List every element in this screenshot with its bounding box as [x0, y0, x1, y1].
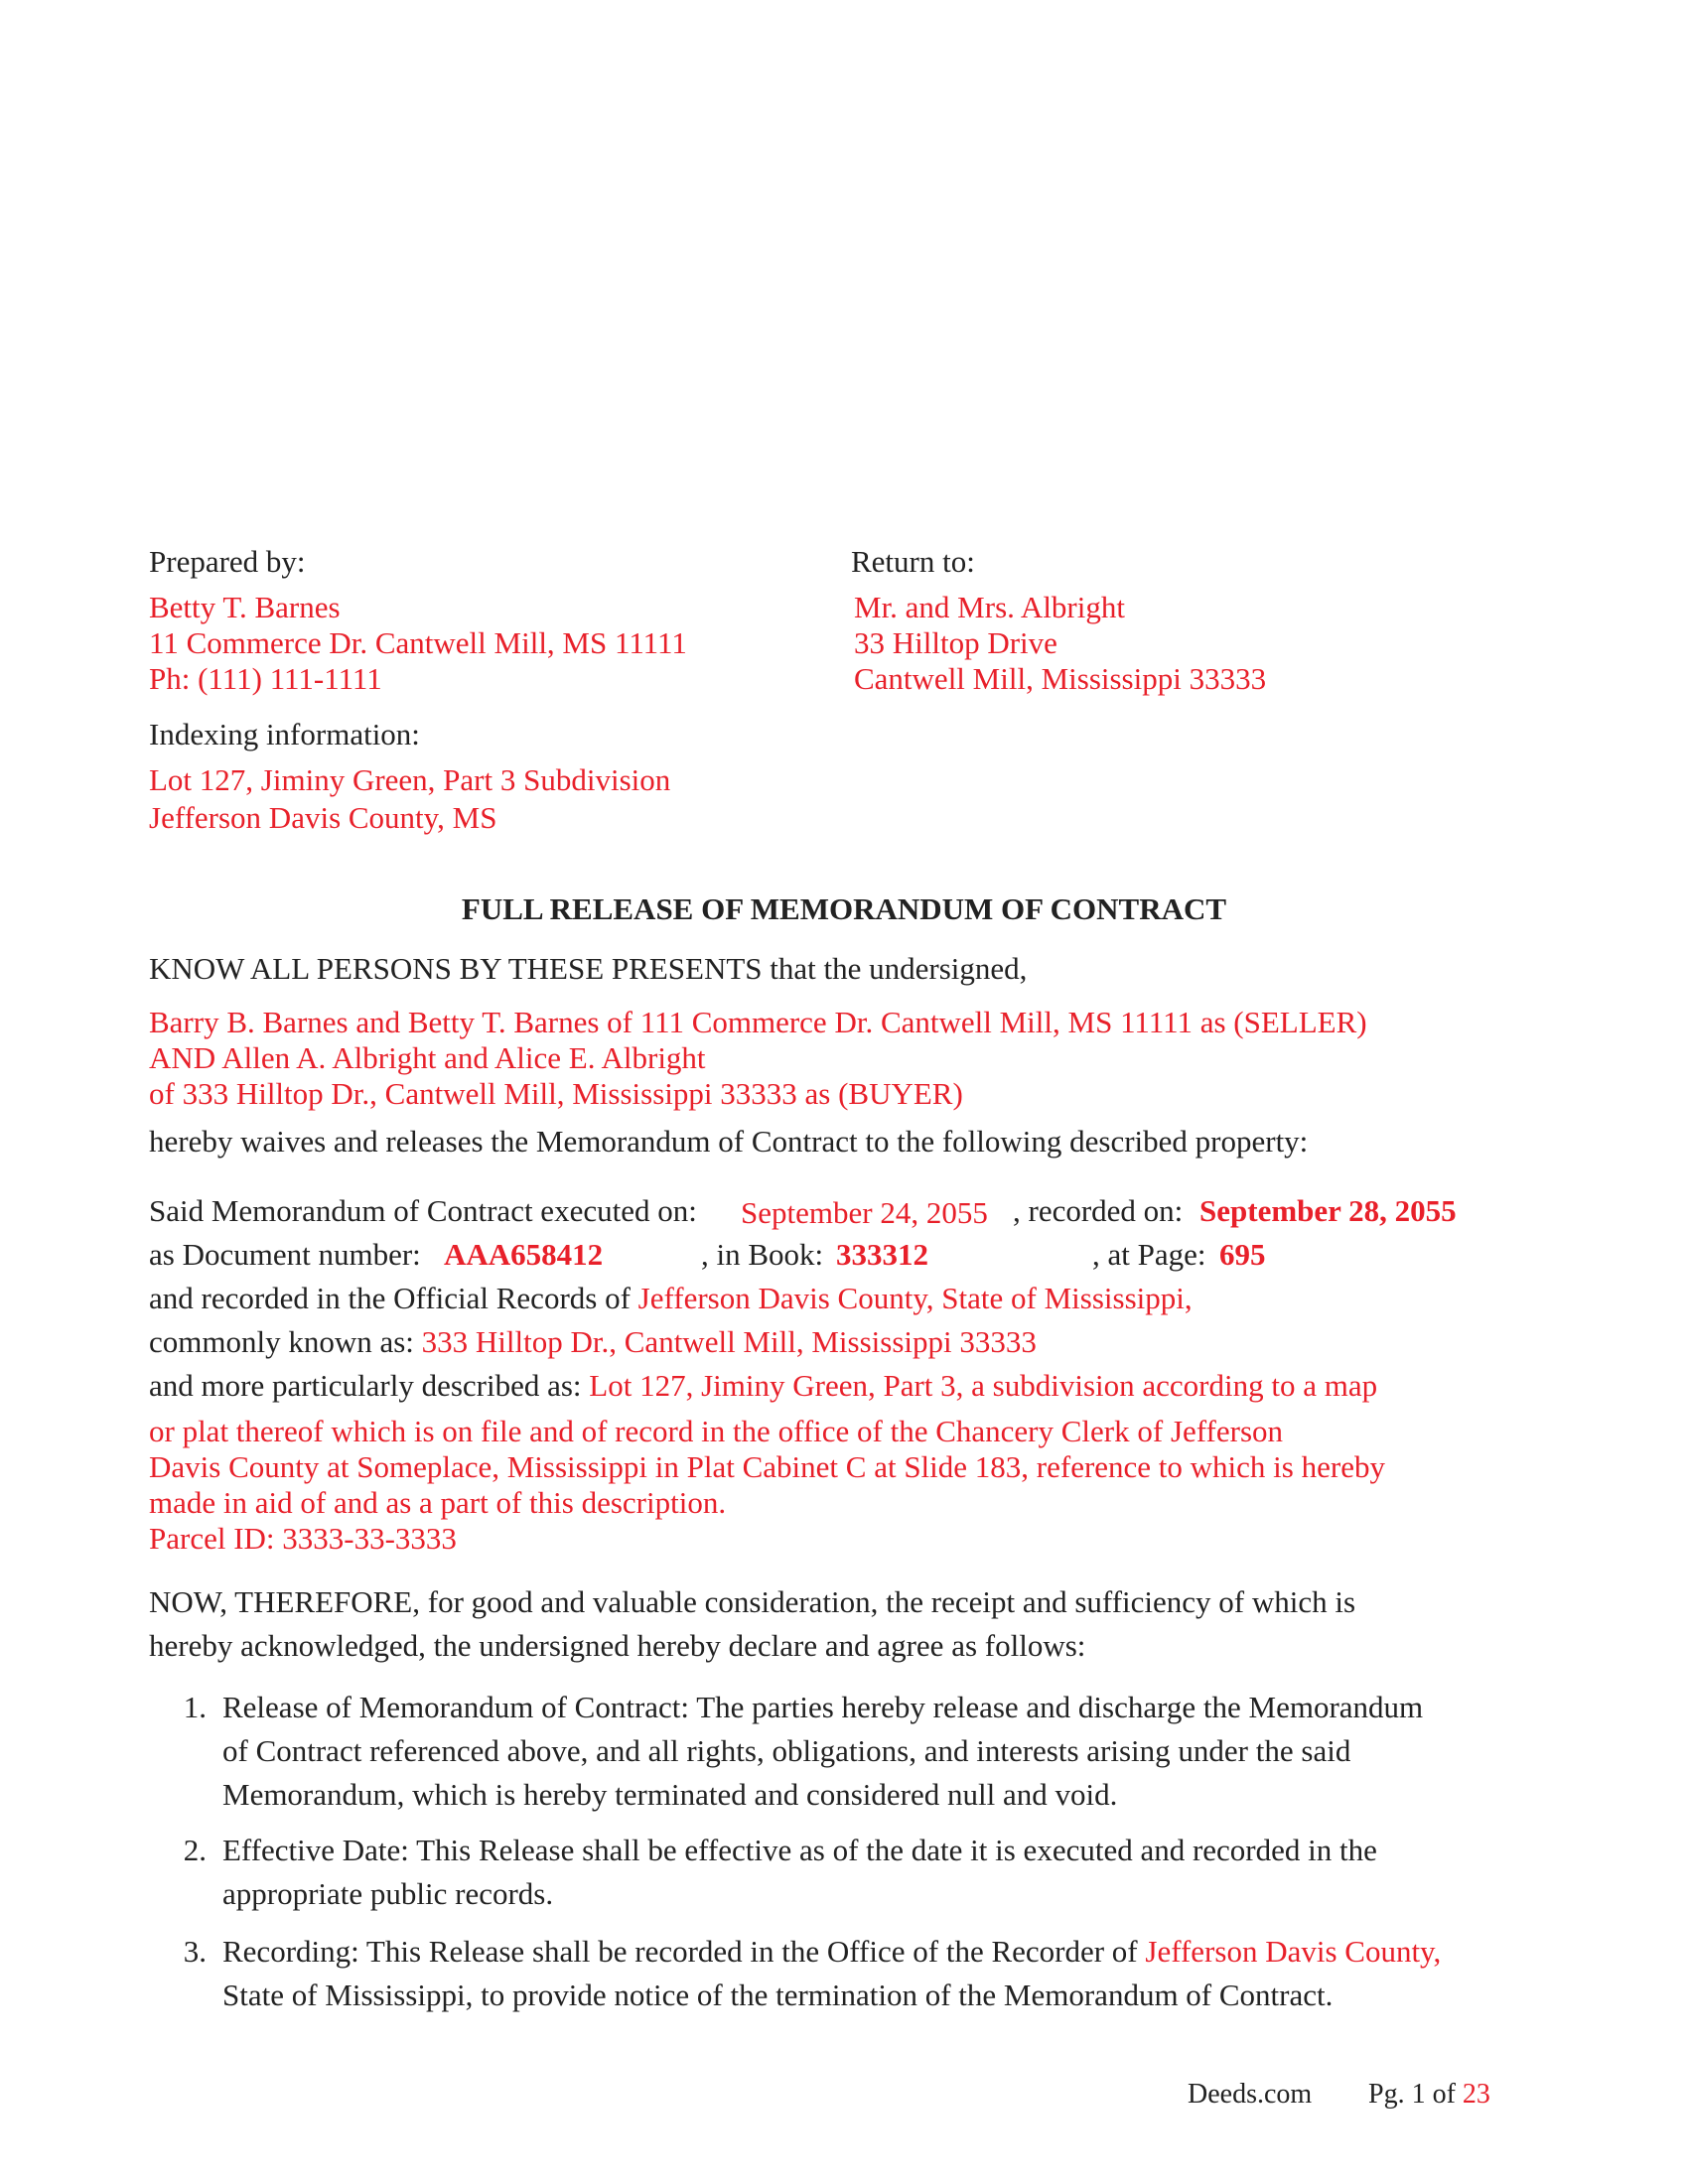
return-to-street: 33 Hilltop Drive	[854, 625, 1057, 660]
intro-line: KNOW ALL PERSONS BY THESE PRESENTS that the undersigned,	[149, 951, 1028, 986]
described-as-label: and more particularly described as:	[149, 1368, 582, 1403]
legal-description-line: or plat thereof which is on file and of record in the office of the Chancery Clerk of Jefferson	[149, 1414, 1284, 1448]
term-number: 2.	[183, 1833, 207, 1867]
footer-page-number	[1368, 2077, 1490, 2113]
official-records-line	[149, 1281, 1193, 1316]
term-number: 1.	[183, 1690, 207, 1724]
indexing-label: Indexing information:	[149, 717, 420, 751]
page-number: 695	[1219, 1237, 1266, 1272]
footer-page-total: 23	[1462, 2079, 1490, 2110]
executed-date: September 24, 2055	[741, 1195, 988, 1230]
document-title: FULL RELEASE OF MEMORANDUM OF CONTRACT	[461, 891, 1227, 926]
known-as-label: commonly known as:	[149, 1324, 414, 1359]
preparer-phone: Ph: (111) 111-1111	[149, 661, 382, 696]
consideration-line: NOW, THEREFORE, for good and valuable consideration, the receipt and sufficiency of which is	[149, 1584, 1356, 1619]
return-to-city: Cantwell Mill, Mississippi 33333	[854, 661, 1267, 696]
preparer-name: Betty T. Barnes	[149, 590, 341, 624]
known-as-line	[149, 1324, 1037, 1360]
footer-site: Deeds.com	[1188, 2079, 1313, 2110]
book-number: 333312	[836, 1237, 928, 1272]
term-line	[222, 1934, 1441, 1970]
preparer-address: 11 Commerce Dr. Cantwell Mill, MS 11111	[149, 625, 687, 660]
waiver-line: hereby waives and releases the Memorandum of Contract to the following described property:	[149, 1124, 1309, 1159]
executed-label: Said Memorandum of Contract executed on:	[149, 1193, 697, 1228]
return-to-name: Mr. and Mrs. Albright	[854, 590, 1125, 624]
official-records-label: and recorded in the Official Records of	[149, 1281, 631, 1315]
parties-seller: Barry B. Barnes and Betty T. Barnes of 111 Commerce Dr. Cantwell Mill, MS 11111 as (SELLER)	[149, 1005, 1367, 1039]
term-line: of Contract referenced above, and all rights, obligations, and interests arising under the said	[222, 1733, 1351, 1768]
return-to-label: Return to:	[851, 544, 975, 579]
legal-description-line: Davis County at Someplace, Mississippi in Plat Cabinet C at Slide 183, reference to which is hereby	[149, 1449, 1385, 1484]
official-records-county: Jefferson Davis County, State of Mississippi,	[637, 1281, 1193, 1315]
recording-county: Jefferson Davis County,	[1145, 1934, 1442, 1969]
term-line: Memorandum, which is hereby terminated and considered null and void.	[222, 1777, 1118, 1812]
term-line: appropriate public records.	[222, 1876, 554, 1911]
recorded-date: September 28, 2055	[1199, 1193, 1457, 1228]
term-line: State of Mississippi, to provide notice of the termination of the Memorandum of Contract.	[222, 1978, 1334, 2012]
recorded-label: , recorded on:	[1013, 1193, 1184, 1228]
term-line: Effective Date: This Release shall be effective as of the date it is executed and recorded in the	[222, 1833, 1377, 1867]
indexing-county: Jefferson Davis County, MS	[149, 800, 497, 835]
document-number: AAA658412	[444, 1237, 604, 1272]
document-number-label: as Document number:	[149, 1237, 421, 1272]
book-label: , in Book:	[701, 1237, 824, 1272]
page-label: , at Page:	[1092, 1237, 1206, 1272]
parcel-id: Parcel ID: 3333-33-3333	[149, 1521, 457, 1556]
legal-description-line: made in aid of and as a part of this description.	[149, 1485, 727, 1520]
legal-description-start: Lot 127, Jiminy Green, Part 3, a subdivision according to a map	[589, 1368, 1378, 1403]
term-line: Release of Memorandum of Contract: The parties hereby release and discharge the Memorandum	[222, 1690, 1424, 1724]
described-as-line	[149, 1368, 1377, 1404]
parties-buyer-address: of 333 Hilltop Dr., Cantwell Mill, Mississippi 33333 as (BUYER)	[149, 1076, 963, 1111]
recording-text: Recording: This Release shall be recorded in the Office of the Recorder of	[222, 1934, 1138, 1969]
prepared-by-label: Prepared by:	[149, 544, 306, 579]
consideration-line: hereby acknowledged, the undersigned hereby declare and agree as follows:	[149, 1628, 1086, 1663]
indexing-lot: Lot 127, Jiminy Green, Part 3 Subdivision	[149, 762, 671, 797]
footer-page-prefix: Pg. 1 of	[1368, 2079, 1456, 2110]
parties-buyer-names: AND Allen A. Albright and Alice E. Albright	[149, 1040, 706, 1075]
term-number: 3.	[183, 1934, 207, 1969]
known-as-address: 333 Hilltop Dr., Cantwell Mill, Mississippi 33333	[421, 1324, 1037, 1359]
